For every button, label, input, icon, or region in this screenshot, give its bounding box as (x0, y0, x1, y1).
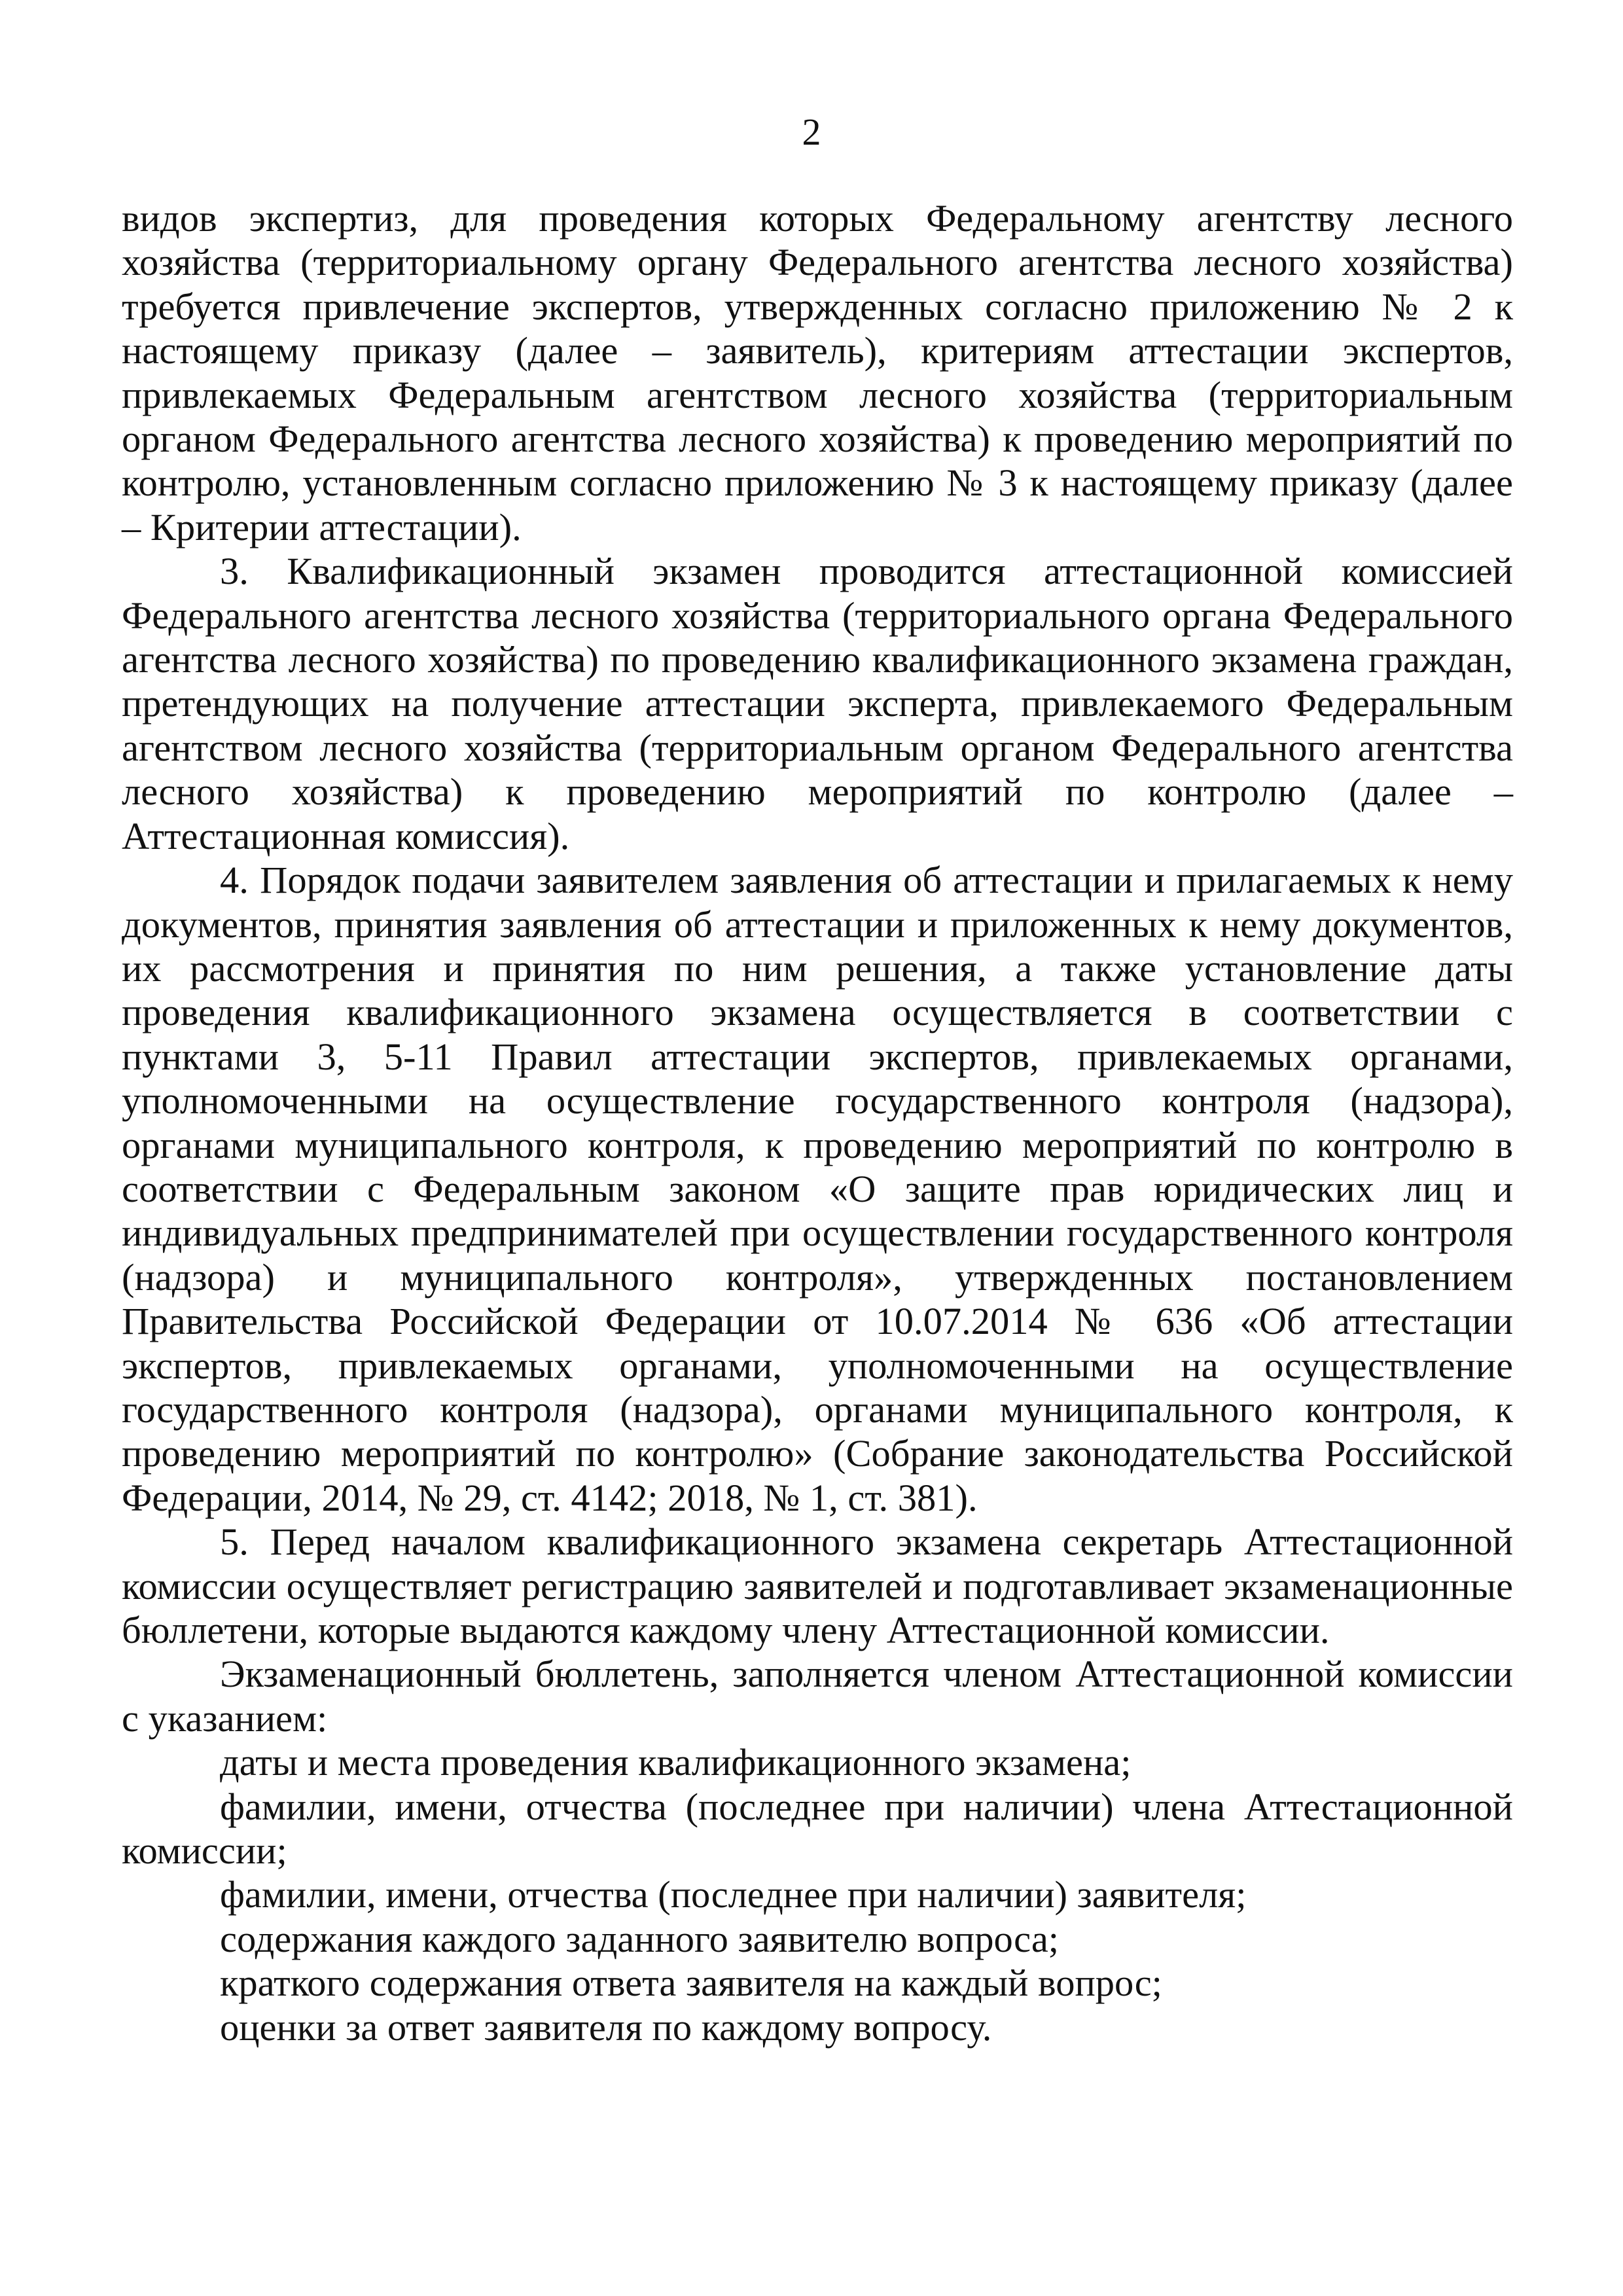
ballot-field-question: содержания каждого заданного заявителю вопроса; (220, 1917, 1060, 1960)
ballot-field-grade: оценки за ответ заявителя по каждому вопросу. (220, 2005, 992, 2049)
page-number: 2 (802, 111, 821, 153)
paragraph-ballot-intro: Экзаменационный бюллетень, заполняется членом Аттестационной комиссии с указанием: (122, 1653, 1513, 1740)
document-body (122, 196, 1513, 2049)
ballot-field-date-place: даты и места проведения квалификационного экзамена; (220, 1741, 1132, 1784)
paragraph-item-4: 4. Порядок подачи заявителем заявления об аттестации и прилагаемых к нему документов, принятия заявления об аттестации и приложенных к нему документов, их рассмотрения и принятия по ним решения, а также установление даты проведения квалификационного экзамена осуществляется в соответствии с пунктами 3, 5-11 Правил аттестации экспертов, привлекаемых органами, уполномоченными на осуществление государственного контроля (надзора), органами муниципального контроля, к проведению мероприятий по контролю в соответствии с Федеральным законом «О защите прав юридических лиц и индивидуальных предпринимателей при осуществлении государственного контроля (надзора) и муниципального контроля», утвержденных постановлением Правительства Российской Федерации от 10.07.2014 № 636 «Об аттестации экспертов, привлекаемых органами, уполномоченными на осуществление государственного контроля (надзора), органами муниципального контроля, к проведению мероприятий по контролю» (Собрание законодательства Российской Федерации, 2014, № 29, ст. 4142; 2018, № 1, ст. 381). (122, 859, 1513, 1519)
ballot-field-applicant-name: фамилии, имени, отчества (последнее при наличии) заявителя; (220, 1873, 1247, 1916)
paragraph-item-3: 3. Квалификационный экзамен проводится аттестационной комиссией Федерального агентства лесного хозяйства (территориального органа Федерального агентства лесного хозяйства) по проведению квалификационного экзамена граждан, претендующих на получение аттестации эксперта, привлекаемого Федеральным агентством лесного хозяйства (территориальным органом Федерального агентства лесного хозяйства) к проведению мероприятий по контролю (далее – Аттестационная комиссия). (122, 550, 1513, 857)
ballot-field-member-name: фамилии, имени, отчества (последнее при наличии) члена Аттестационной комиссии; (122, 1785, 1513, 1873)
paragraph-continuation: видов экспертиз, для проведения которых Федеральному агентству лесного хозяйства (территориальному органу Федерального агентства лесного хозяйства) требуется привлечение экспертов, утвержденных согласно приложению № 2 к настоящему приказу (далее – заявитель), критериям аттестации экспертов, привлекаемых Федеральным агентством лесного хозяйства (территориальным органом Федерального агентства лесного хозяйства) к проведению мероприятий по контролю, установленным согласно приложению № 3 к настоящему приказу (далее – Критерии аттестации). (122, 197, 1513, 548)
ballot-field-answer: краткого содержания ответа заявителя на каждый вопрос; (220, 1962, 1162, 2005)
paragraph-item-5: 5. Перед началом квалификационного экзамена секретарь Аттестационной комиссии осуществляет регистрацию заявителей и подготавливает экзаменационные бюллетени, которые выдаются каждому члену Аттестационной комиссии. (122, 1520, 1513, 1651)
